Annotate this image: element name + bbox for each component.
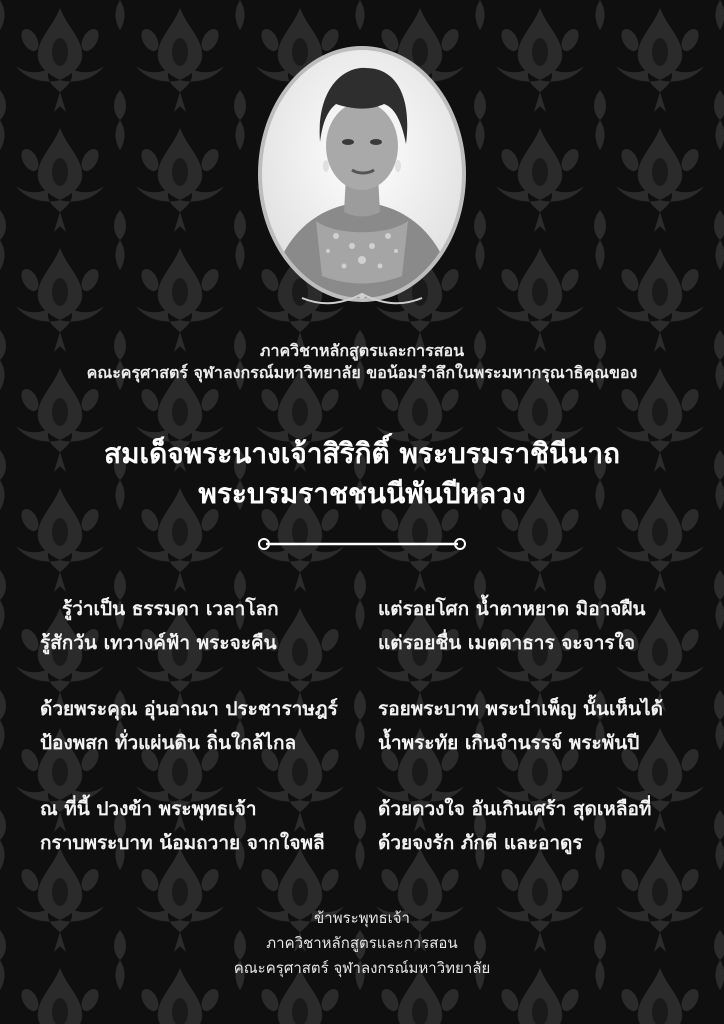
poem-line: รู้สักวัน เทวางค์ฟ้า พระจะคืน [40, 632, 277, 654]
poem-line: รู้ว่าเป็น ธรรมดา เวลาโลก [62, 598, 279, 620]
poem-line: ด้วยดวงใจ อันเกินเศร้า สุดเหลือที่ [378, 798, 652, 820]
poem-line: แต่รอยโศก น้ำตาหยาด มิอาจฝืน [378, 598, 646, 620]
poem-stanza [378, 792, 698, 860]
poem-line: ด้วยจงรัก ภักดี และอาดูร [378, 832, 583, 854]
poem-line: กราบพระบาท น้อมถวาย จากใจพลี [40, 832, 325, 854]
tribute-intro: คณะครุศาสตร์ จุฬาลงกรณ์มหาวิทยาลัย ขอน้อมรำลึกในพระมหากรุณาธิคุณของ [86, 363, 638, 382]
department-name: ภาควิชาหลักสูตรและการสอน [259, 341, 465, 360]
poem-left-column [40, 592, 360, 892]
poem-line: แต่รอยชื่น เมตตาธาร จะจารใจ [378, 632, 636, 654]
royal-title-line2: พระบรมราชชนนีพันปีหลวง [198, 477, 526, 510]
poem-line: รอยพระบาท พระบำเพ็ญ นั้นเห็นได้ [378, 698, 663, 720]
poem-line: ด้วยพระคุณ อุ่นอาณา ประชาราษฎร์ [40, 698, 338, 720]
royal-title-line1: สมเด็จพระนางเจ้าสิริกิติ์ พระบรมราชินีนาถ [103, 437, 621, 470]
poem-line: น้ำพระทัย เกินจำนรรจ์ พระพันปี [378, 732, 640, 754]
signature-line3: คณะครุศาสตร์ จุฬาลงกรณ์มหาวิทยาลัย [233, 959, 491, 977]
poem-stanza [40, 592, 360, 660]
signature-line2: ภาควิชาหลักสูตรและการสอน [266, 934, 458, 952]
royal-title [0, 434, 724, 514]
poem-stanza [378, 592, 698, 660]
poem-line: ณ ที่นี้ ปวงข้า พระพุทธเจ้า [40, 798, 257, 820]
portrait-photo [256, 46, 468, 310]
poem-stanza [40, 792, 360, 860]
ornamental-divider [256, 535, 468, 553]
poem-line: ป้องพสก ทั่วแผ่นดิน ถิ่นใกล้ไกล [40, 732, 297, 754]
signature-block [0, 906, 724, 981]
header-text [0, 340, 724, 384]
signature-line1: ข้าพระพุทธเจ้า [314, 909, 410, 927]
poem-stanza [378, 692, 698, 760]
poem-right-column [378, 592, 698, 892]
poem-stanza [40, 692, 360, 760]
